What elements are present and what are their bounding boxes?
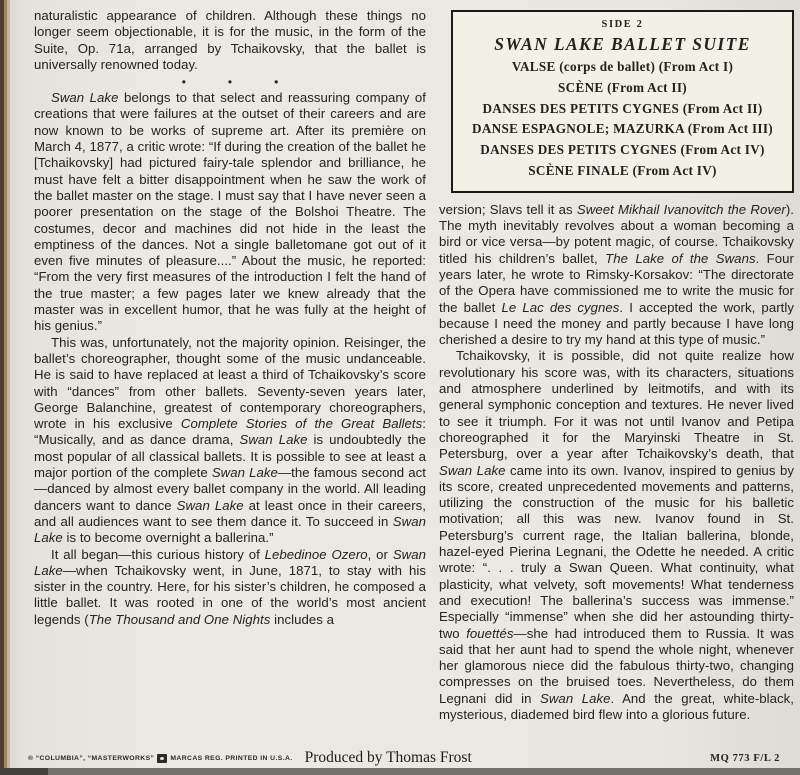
separator-dot: • — [274, 75, 279, 90]
track-item: DANSES DES PETITS CYGNES (From Act II) — [482, 100, 763, 116]
track-item: DANSE ESPAGNOLE; MAZURKA (From Act III) — [472, 121, 773, 137]
right-text-column — [439, 8, 794, 723]
trademark-text: MARCAS REG. PRINTED IN U.S.A. — [170, 754, 293, 762]
sleeve-edge-left — [0, 0, 10, 775]
catalog-number: MQ 773 F/L 2 — [710, 752, 780, 764]
paragraph: naturalistic appearance of children. Although these things no longer seem objectionable, it is for the music, in the form of the Suite, Op. 71a, arranged by Tchaikovsky, that the ballet is universally renowned today. — [34, 8, 426, 72]
paragraph: It all began—this curious history of Lebedinoe Ozero, or Swan Lake—when Tchaikovsky went, in June, 1871, to stay with his sister in the country. Here, for his sister’s children, he composed a little ballet. It was rooted in one of the world’s most ancient legends (The Thousand and One Nights includes a — [34, 546, 427, 627]
side-label: SIDE 2 — [601, 19, 644, 30]
paragraph: version; Slavs tell it as Sweet Mikhail Ivanovitch the Rover). The myth inevitably revolves about a woman becoming a bird or vice versa—by potent magic, of course. Tchaikovsky titled his children’s ballet, The Lake of the Swans. Four years later, he wrote to Rimsky-Korsakov: “The directorate of the Opera have commissioned me to write the music for the ballet Le Lac des cygnes. I accepted the work, partly because I need the money and partly because I have long cherished a desire to try my hand at this type of music.” — [439, 201, 794, 348]
producer-credit: Produced by Thomas Frost — [304, 749, 472, 766]
track-item: SCÈNE (From Act II) — [558, 79, 687, 95]
paragraph: Swan Lake belongs to that select and reassuring company of creations that were failures at the outset of their careers and are now known to be works of supreme art. After its première on March 4, 1877, a critic wrote: “If during the creation of the ballet he [Tchaikovsky] had pictured fairy-tale splendor and brilliance, he must have felt a bitter disappointment when he saw the work of the ballet master on the stage. I must say that I have never seen a poorer presentation on the stage of the Bolshoi Theatre. The costumes, decor and machines did not hide in the least the emptiness of the dances. Not a single balletomane got out of it even five minutes of pleasure....” About the music, he reported: “From the very first measures of the introduction I felt the hand of the true master; a few pages later we knew already that the master was in excellent humor, that he was fully at the height of his genius.” — [34, 90, 427, 334]
left-text-column — [34, 8, 426, 723]
separator-dot: • — [181, 75, 186, 90]
separator-dot: • — [227, 75, 233, 90]
footer — [28, 749, 784, 767]
sleeve-edge-bottom — [0, 768, 800, 775]
liner-notes — [34, 8, 794, 723]
paragraph: Tchaikovsky, it is possible, did not quite realize how revolutionary his score was, with its characters, situations and atmosphere underlined by leitmotifs, and with its general symphonic conception and textures. He never lived to see it triumph. For it was not until Ivanov and Petipa choreographed it for the Maryinski Theatre in St. Petersburg, over a year after Tchaikovsky’s death, that Swan Lake came into its own. Ivanov, inspired to genius by its score, created unprecedented movements and patterns, utilizing the construction of the music for his balletic motivation; all this was new. Ivanov found in St. Petersburg’s current rage, the Italian ballerina, blonde, hazel-eyed Pierina Legnani, the Odette he needed. A critic wrote: “. . . truly a Swan Queen. What continuity, what plasticity, what velvety, soft movements! What tenderness and execution! The ballerina’s success was immense.” Especially “immense” when she did her astounding thirty-two fouettés—she had introduced them to Russia. It was said that her aunt had to spend the whole night, whenever her glamorous niece did the fabulous thirty-two, changing compresses on the bruised toes. Nevertheless, do them Legnani did in Swan Lake. And the great, white-black, mysterious, diademed bird flew into a glorious future. — [439, 348, 795, 722]
trademark-notice — [28, 754, 293, 763]
track-item: VALSE (corps de ballet) (From Act I) — [511, 59, 734, 74]
suite-title: SWAN LAKE BALLET SUITE — [494, 34, 751, 54]
cbs-trademark-icon — [157, 754, 167, 763]
paragraph: This was, unfortunately, not the majority opinion. Reisinger, the ballet’s choreographer, thought some of the music undanceable. He is said to have replaced at least a third of Tchaikovsky’s score with “dances” from other ballets. Seventy-seven years later, George Balanchine, greatest of contemporary choreographers, wrote in his exclusive Complete Stories of the Great Ballets: “Musically, and as dance drama, Swan Lake is undoubtedly the most popular of all classical ballets. It is possible to see at least a major portion of the complete Swan Lake—the famous second act—danced by almost every ballet company in the world. All leading dancers want to dance Swan Lake at least once in their careers, and all audiences want to see them dance it. To succeed in Swan Lake is to become overnight a ballerina.” — [34, 334, 426, 546]
tracklist-box — [451, 10, 794, 193]
trademark-text: ® “COLUMBIA”, “MASTERWORKS” — [28, 754, 155, 762]
track-item: SCÈNE FINALE (From Act IV) — [528, 162, 717, 178]
section-separator — [34, 76, 426, 88]
track-item: DANSES DES PETITS CYGNES (From Act IV) — [480, 142, 765, 158]
